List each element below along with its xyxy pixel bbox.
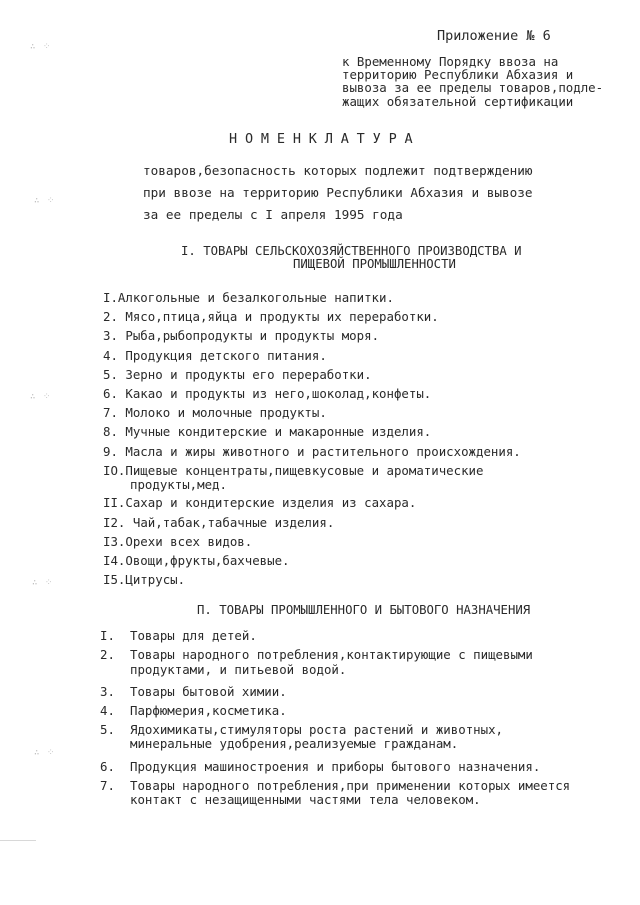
item-text: Продукция машиностроения и приборы бытового назначения. bbox=[130, 758, 541, 774]
item-number: I5. bbox=[103, 572, 126, 588]
subtitle-line: за ее пределы с I апреля 1995 года bbox=[143, 206, 403, 222]
scan-edge-line bbox=[0, 840, 36, 841]
item-number: I2. bbox=[103, 514, 126, 530]
list-item bbox=[103, 462, 521, 498]
item-number: 4. bbox=[100, 702, 115, 718]
item-number: I3. bbox=[103, 533, 126, 549]
item-text: Сахар и кондитерские изделия из сахара. bbox=[125, 495, 417, 511]
item-text: Товары народного потребления,при применении которых имеется bbox=[130, 777, 571, 793]
item-text: Молоко и молочные продукты. bbox=[125, 405, 327, 421]
item-text: Пищевые концентраты,пищевкусовые и ароматические bbox=[125, 462, 484, 478]
appendix-line: жащих обязательной сертификации bbox=[342, 93, 574, 109]
binding-hole-mark: ∴ ⁘ bbox=[34, 196, 56, 206]
list-item bbox=[103, 574, 521, 593]
list-item bbox=[100, 777, 571, 817]
item-number: I. bbox=[103, 290, 118, 305]
item-text-continuation: продукты,мед. bbox=[130, 477, 227, 493]
item-text-continuation: минеральные удобрения,реализуемые гражданам. bbox=[130, 736, 459, 752]
item-number: 3. bbox=[100, 683, 115, 699]
subtitle-line: товаров,безопасность которых подлежит подтверждению bbox=[143, 163, 533, 178]
item-text: Рыба,рыбопродукты и продукты моря. bbox=[125, 328, 380, 344]
section-2-list bbox=[100, 630, 570, 816]
appendix-description bbox=[342, 56, 603, 109]
section-1-heading bbox=[181, 245, 522, 271]
binding-hole-mark: ∴ ⁘ bbox=[34, 748, 56, 758]
item-text: Ядохимикаты,стимуляторы роста растений и животных, bbox=[130, 722, 503, 738]
appendix-line: к Временному Порядку ввоза на bbox=[342, 54, 559, 69]
appendix-title: Приложение № 6 bbox=[437, 28, 551, 44]
item-text: Овощи,фрукты,бахчевые. bbox=[125, 553, 290, 569]
item-number: 4. bbox=[103, 347, 118, 363]
item-number: 6. bbox=[103, 385, 118, 401]
subtitle-line: при ввозе на территорию Республики Абхазия и вывозе bbox=[143, 184, 533, 200]
list-item bbox=[100, 758, 570, 780]
item-number: II. bbox=[103, 495, 126, 511]
item-text: Продукция детского питания. bbox=[125, 347, 327, 363]
item-number: 5. bbox=[103, 366, 118, 382]
section-1-list bbox=[103, 292, 521, 593]
list-item bbox=[100, 649, 570, 686]
appendix-line: территорию Республики Абхазия и bbox=[342, 67, 574, 83]
item-text-continuation: продуктами, и питьевой водой. bbox=[130, 661, 347, 677]
item-text: Товары для детей. bbox=[130, 628, 257, 643]
item-text: Масла и жиры животного и растительного происхождения. bbox=[125, 443, 521, 459]
item-number: 7. bbox=[103, 405, 118, 421]
item-number: 8. bbox=[103, 424, 118, 440]
item-text: Зерно и продукты его переработки. bbox=[125, 366, 372, 382]
item-text: Товары бытовой химии. bbox=[130, 683, 287, 699]
document-title: НОМЕНКЛАТУРА bbox=[229, 131, 421, 147]
item-text: Чай,табак,табачные изделия. bbox=[132, 514, 335, 530]
item-number: 2. bbox=[103, 309, 118, 325]
item-number: 2. bbox=[100, 647, 115, 663]
item-text: Товары народного потребления,контактирующие с пищевыми bbox=[130, 647, 533, 663]
list-item bbox=[100, 724, 570, 761]
section-heading-line: I. ТОВАРЫ СЕЛЬСКОХОЗЯЙСТВЕННОГО ПРОИЗВОДСТВА И bbox=[181, 244, 522, 258]
item-text: Орехи всех видов. bbox=[125, 533, 253, 549]
binding-hole-mark: ∴ ⁘ bbox=[30, 42, 52, 52]
appendix-line: вывоза за ее пределы товаров,подле- bbox=[342, 80, 604, 96]
binding-hole-mark: ∴ ⁘ bbox=[30, 392, 52, 402]
item-text: Парфюмерия,косметика. bbox=[130, 702, 287, 718]
item-number: 6. bbox=[100, 758, 115, 774]
document-subtitle bbox=[143, 165, 533, 230]
item-number: 7. bbox=[100, 777, 115, 793]
item-text: Какао и продукты из него,шоколад,конфеты. bbox=[125, 385, 432, 401]
list-item bbox=[100, 683, 570, 705]
section-heading-line: ПИЩЕВОЙ ПРОМЫШЛЕННОСТИ bbox=[293, 257, 456, 271]
item-text: Алкогольные и безалкогольные напитки. bbox=[117, 290, 394, 305]
binding-hole-mark: ∴ ⁘ bbox=[32, 578, 54, 588]
item-number: I. bbox=[100, 628, 115, 643]
item-text: Цитрусы. bbox=[125, 572, 186, 588]
item-text-continuation: контакт с незащищенными частями тела человеком. bbox=[130, 792, 481, 808]
item-number: I4. bbox=[103, 553, 126, 569]
item-text: Мясо,птица,яйца и продукты их переработки. bbox=[125, 309, 439, 325]
item-text: Мучные кондитерские и макаронные изделия. bbox=[125, 424, 432, 440]
section-2-heading: П. ТОВАРЫ ПРОМЫШЛЕННОГО И БЫТОВОГО НАЗНАЧЕНИЯ bbox=[197, 603, 531, 617]
item-number: 9. bbox=[103, 443, 118, 459]
item-number: 3. bbox=[103, 328, 118, 344]
item-number: 5. bbox=[100, 722, 115, 738]
item-number: IO. bbox=[103, 462, 126, 478]
